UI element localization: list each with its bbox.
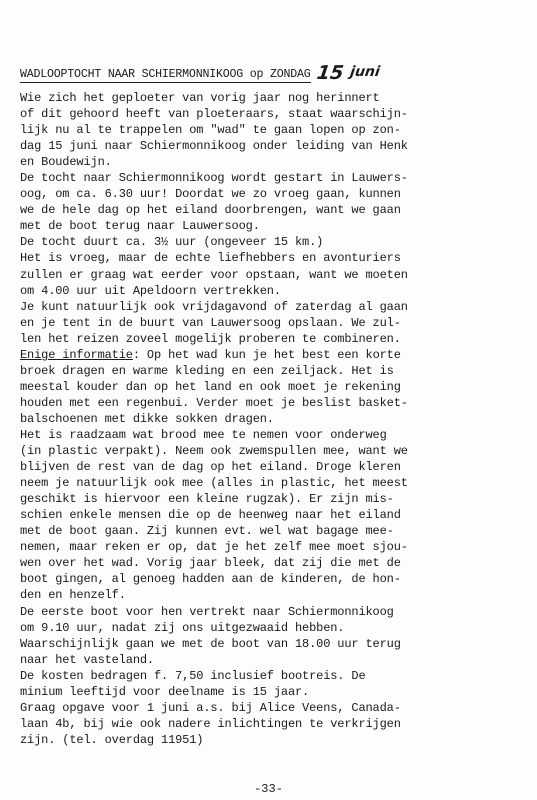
info-heading: Enige informatie: [20, 347, 133, 362]
title-row: [20, 62, 530, 84]
text-line: De kosten bedragen f. 7,50 inclusief bootreis. De: [20, 668, 366, 683]
text-line: boot gingen, al genoeg hadden aan de kinderen, de hon-: [20, 572, 401, 587]
text-line: blijven de rest van de dag op het eiland. Droge kleren: [20, 460, 401, 475]
text-line: len het reizen zoveel mogelijk proberen te combineren.: [20, 331, 401, 346]
handwritten-date-day: 15: [315, 62, 345, 84]
text-line: lijk nu al te trappelen om "wad" te gaan lopen op zon-: [20, 123, 401, 138]
text-line: Waarschijnlijk gaan we met de boot van 18.00 uur terug: [20, 636, 401, 651]
text-line: (in plastic verpakt). Neem ook zwemspullen mee, want we: [20, 444, 408, 459]
text-line: geschikt is hiervoor een kleine rugzak). Er zijn mis-: [20, 492, 394, 507]
text-line: en je tent in de buurt van Lauwersoog opslaan. We zul-: [20, 315, 401, 330]
info-heading-line: [20, 347, 525, 363]
text-line: en Boudewijn.: [20, 155, 112, 170]
handwritten-date-month: juni: [348, 64, 381, 80]
text-line: laan 4b, bij wie ook nadere inlichtingen te verkrijgen: [20, 716, 401, 731]
text-line: of dit gehoord heeft van ploeteraars, staat waarschijn-: [20, 107, 408, 122]
text-line: schien enkele mensen die op de heenweg naar het eiland: [20, 508, 401, 523]
text-line: houden met een regenbui. Verder moet je beslist basket-: [20, 395, 408, 410]
text-line: den en henzelf.: [20, 588, 126, 603]
text-line: meestal kouder dan op het land en ook moet je rekening: [20, 379, 401, 394]
info-heading-rest: : Op het wad kun je het best een korte: [132, 347, 401, 362]
text-line: neem je natuurlijk ook mee (alles in plastic, het meest: [20, 476, 408, 491]
text-line: Je kunt natuurlijk ook vrijdagavond of zaterdag al gaan: [20, 299, 408, 314]
text-line: om 9.10 uur, nadat zij ons uitgezwaaid hebben.: [20, 620, 345, 635]
text-line: met de boot terug naar Lauwersoog.: [20, 219, 260, 234]
text-line: balschoenen met dikke sokken dragen.: [20, 411, 274, 426]
text-line: zijn. (tel. overdag 11951): [20, 732, 204, 747]
text-line: minium leeftijd voor deelname is 15 jaar.: [20, 684, 310, 699]
text-line: om 4.00 uur uit Apeldoorn vertrekken.: [20, 283, 281, 298]
document-body: [20, 90, 525, 748]
text-line: nemen, maar reken er op, dat je het zelf mee moet sjou-: [20, 540, 408, 555]
document-title: WADLOOPTOCHT NAAR SCHIERMONNIKOOG op ZONDAG: [20, 68, 311, 81]
page-number: -33-: [254, 782, 283, 796]
handwritten-date: [315, 62, 381, 84]
text-line: met de boot gaan. Zij kunnen evt. wel wat bagage mee-: [20, 524, 394, 539]
text-line: we de hele dag op het eiland doorbrengen, want we gaan: [20, 203, 401, 218]
text-line: dag 15 juni naar Schiermonnikoog onder leiding van Henk: [20, 139, 408, 154]
text-line: wen over het wad. Vorig jaar bleek, dat zij die met de: [20, 556, 401, 571]
text-line: zullen er graag wat eerder voor opstaan, want we moeten: [20, 267, 408, 282]
text-line: De tocht duurt ca. 3½ uur (ongeveer 15 km.): [20, 235, 324, 250]
text-line: Het is raadzaam wat brood mee te nemen voor onderweg: [20, 427, 387, 442]
text-line: broek dragen en warme kleding en een zeiljack. Het is: [20, 363, 394, 378]
text-line: De eerste boot voor hen vertrekt naar Schiermonnikoog: [20, 604, 394, 619]
text-line: naar het vasteland.: [20, 652, 154, 667]
text-line: Graag opgave voor 1 juni a.s. bij Alice Veens, Canada-: [20, 700, 401, 715]
text-line: oog, om ca. 6.30 uur! Doordat we zo vroeg gaan, kunnen: [20, 187, 401, 202]
text-line: Wie zich het geploeter van vorig jaar nog herinnert: [20, 91, 380, 105]
text-line: Het is vroeg, maar de echte liefhebbers en avonturiers: [20, 251, 401, 266]
text-line: De tocht naar Schiermonnikoog wordt gestart in Lauwers-: [20, 171, 408, 186]
